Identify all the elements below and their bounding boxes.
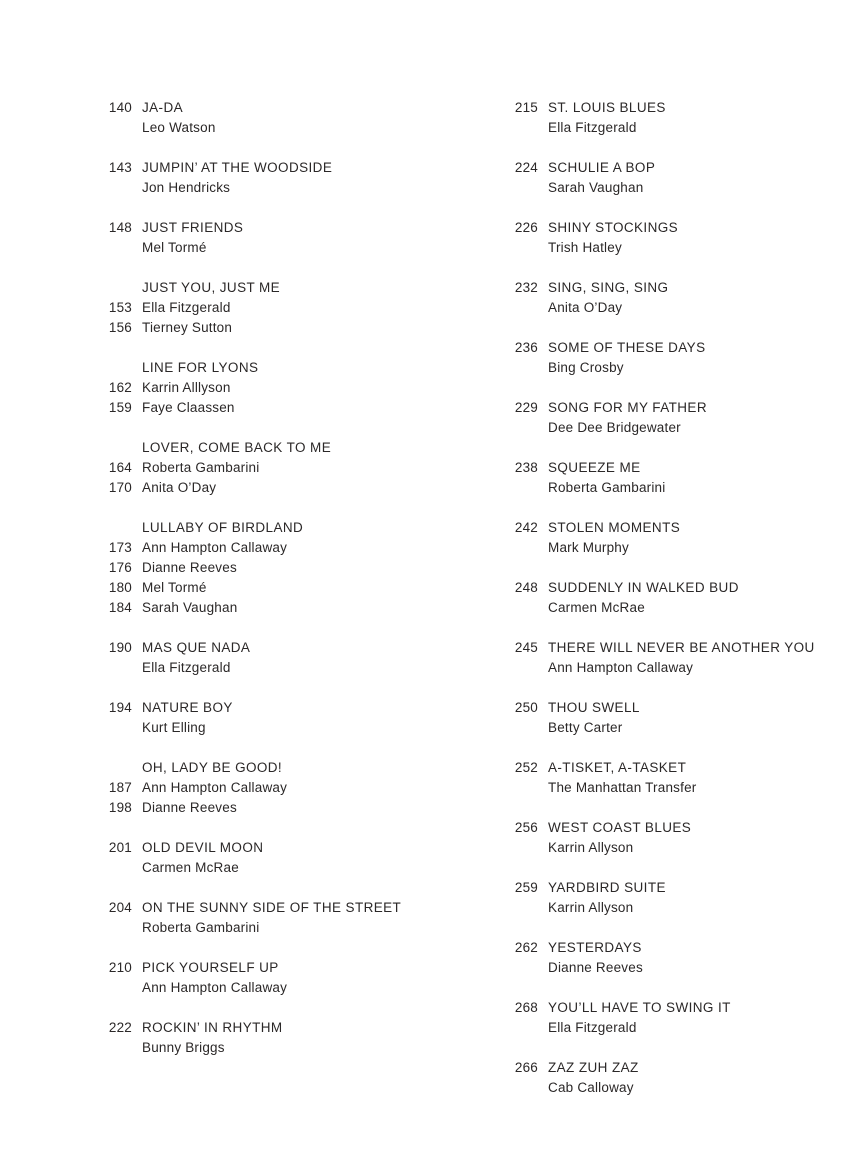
page-number: 242	[514, 520, 538, 535]
page-number: 180	[108, 580, 132, 595]
song-title: SHINY STOCKINGS	[548, 220, 679, 235]
artist-name: Karrin Allyson	[548, 900, 634, 915]
toc-entry-group	[509, 1058, 859, 1098]
artist-name: Anita O’Day	[548, 300, 623, 315]
page-number: 215	[514, 100, 538, 115]
toc-title-line	[103, 278, 463, 298]
artist-name: Mark Murphy	[548, 540, 629, 555]
song-title: JUST YOU, JUST ME	[142, 280, 281, 295]
artist-name: Jon Hendricks	[142, 180, 231, 195]
toc-title-line	[509, 818, 859, 838]
artist-name: The Manhattan Transfer	[548, 780, 697, 795]
toc-artist-line	[103, 978, 463, 998]
toc-entry-group	[103, 98, 463, 138]
artist-name: Dee Dee Bridgewater	[548, 420, 681, 435]
toc-title-line	[509, 878, 859, 898]
artist-name: Karrin Alllyson	[142, 380, 231, 395]
page-number: 148	[108, 220, 132, 235]
page-number: 226	[514, 220, 538, 235]
artist-name: Carmen McRae	[548, 600, 645, 615]
toc-title-line	[509, 338, 859, 358]
toc-title-line	[103, 1018, 463, 1038]
artist-name: Ann Hampton Callaway	[142, 540, 288, 555]
toc-artist-line	[103, 658, 463, 678]
artist-name: Dianne Reeves	[142, 560, 237, 575]
artist-name: Ella Fitzgerald	[548, 1020, 637, 1035]
artist-name: Faye Claassen	[142, 400, 235, 415]
toc-artist-line	[103, 458, 463, 478]
toc-entry-group	[509, 158, 859, 198]
toc-artist-line	[509, 838, 859, 858]
toc-artist-line	[103, 598, 463, 618]
toc-entry-group	[509, 518, 859, 558]
song-title: OLD DEVIL MOON	[142, 840, 264, 855]
toc-artist-line	[509, 658, 859, 678]
toc-entry-group	[103, 958, 463, 998]
toc-entry-group	[103, 438, 463, 498]
page-number: 176	[108, 560, 132, 575]
toc-artist-line	[103, 538, 463, 558]
toc-entry-group	[103, 638, 463, 678]
song-title: ZAZ ZUH ZAZ	[548, 1060, 639, 1075]
page-number: 236	[514, 340, 538, 355]
toc-entry-group	[103, 838, 463, 878]
toc-entry-group	[509, 698, 859, 738]
song-title: SOME OF THESE DAYS	[548, 340, 706, 355]
toc-title-line	[509, 1058, 859, 1078]
page-number: 204	[108, 900, 132, 915]
artist-name: Ann Hampton Callaway	[548, 660, 694, 675]
song-title: JUST FRIENDS	[142, 220, 244, 235]
toc-entry-group	[103, 758, 463, 818]
toc-artist-line	[509, 298, 859, 318]
toc-artist-line	[509, 778, 859, 798]
toc-entry-group	[103, 1018, 463, 1058]
artist-name: Dianne Reeves	[142, 800, 237, 815]
artist-name: Bunny Briggs	[142, 1040, 225, 1055]
song-title: THOU SWELL	[548, 700, 640, 715]
song-title: STOLEN MOMENTS	[548, 520, 681, 535]
song-title: LOVER, COME BACK TO ME	[142, 440, 332, 455]
song-title: ON THE SUNNY SIDE OF THE STREET	[142, 900, 402, 915]
song-title: A-TISKET, A-TASKET	[548, 760, 687, 775]
toc-artist-line	[103, 718, 463, 738]
song-title: SONG FOR MY FATHER	[548, 400, 707, 415]
artist-name: Sarah Vaughan	[548, 180, 644, 195]
toc-title-line	[509, 398, 859, 418]
artist-name: Roberta Gambarini	[142, 460, 260, 475]
toc-title-line	[103, 438, 463, 458]
toc-entry-group	[509, 818, 859, 858]
toc-title-line	[509, 938, 859, 958]
toc-column-left	[103, 98, 463, 1078]
artist-name: Mel Tormé	[142, 240, 207, 255]
song-title: THERE WILL NEVER BE ANOTHER YOU	[548, 640, 815, 655]
page-number: 194	[108, 700, 132, 715]
toc-artist-line	[509, 718, 859, 738]
toc-artist-line	[103, 578, 463, 598]
toc-entry-group	[509, 938, 859, 978]
toc-artist-line	[509, 238, 859, 258]
toc-title-line	[103, 518, 463, 538]
toc-artist-line	[103, 858, 463, 878]
artist-name: Leo Watson	[142, 120, 216, 135]
artist-name: Roberta Gambarini	[548, 480, 666, 495]
toc-artist-line	[509, 1018, 859, 1038]
page-number: 198	[108, 800, 132, 815]
artist-name: Trish Hatley	[548, 240, 622, 255]
toc-title-line	[103, 838, 463, 858]
artist-name: Kurt Elling	[142, 720, 206, 735]
toc-artist-line	[103, 398, 463, 418]
toc-entry-group	[103, 278, 463, 338]
toc-artist-line	[509, 1078, 859, 1098]
page-number: 268	[514, 1000, 538, 1015]
page-number: 201	[108, 840, 132, 855]
toc-entry-group	[103, 898, 463, 938]
toc-artist-line	[103, 378, 463, 398]
page-number: 156	[108, 320, 132, 335]
toc-artist-line	[103, 798, 463, 818]
artist-name: Ann Hampton Callaway	[142, 980, 288, 995]
song-title: SUDDENLY IN WALKED BUD	[548, 580, 739, 595]
song-title: OH, LADY BE GOOD!	[142, 760, 283, 775]
page-number: 170	[108, 480, 132, 495]
page-number: 262	[514, 940, 538, 955]
page-number: 190	[108, 640, 132, 655]
artist-name: Ann Hampton Callaway	[142, 780, 288, 795]
page-number: 252	[514, 760, 538, 775]
page-number: 248	[514, 580, 538, 595]
artist-name: Ella Fitzgerald	[142, 300, 231, 315]
page-number: 184	[108, 600, 132, 615]
toc-entry-group	[509, 218, 859, 258]
toc-entry-group	[509, 878, 859, 918]
page-number: 224	[514, 160, 538, 175]
toc-title-line	[509, 98, 859, 118]
toc-column-right	[509, 98, 859, 1118]
toc-title-line	[103, 758, 463, 778]
toc-title-line	[509, 218, 859, 238]
artist-name: Mel Tormé	[142, 580, 207, 595]
page-number: 159	[108, 400, 132, 415]
toc-title-line	[509, 758, 859, 778]
toc-title-line	[103, 98, 463, 118]
toc-artist-line	[103, 1038, 463, 1058]
song-title: JA-DA	[142, 100, 184, 115]
song-title: YESTERDAYS	[548, 940, 642, 955]
artist-name: Roberta Gambarini	[142, 920, 260, 935]
toc-title-line	[509, 698, 859, 718]
song-title: LINE FOR LYONS	[142, 360, 259, 375]
page-number: 187	[108, 780, 132, 795]
toc-artist-line	[103, 318, 463, 338]
page-number: 164	[108, 460, 132, 475]
toc-entry-group	[103, 518, 463, 618]
toc-title-line	[509, 518, 859, 538]
toc-title-line	[103, 358, 463, 378]
toc-title-line	[103, 158, 463, 178]
toc-entry-group	[103, 218, 463, 258]
toc-entry-group	[509, 638, 859, 678]
toc-entry-group	[103, 158, 463, 198]
toc-title-line	[509, 458, 859, 478]
page-number: 250	[514, 700, 538, 715]
toc-entry-group	[509, 98, 859, 138]
artist-name: Tierney Sutton	[142, 320, 233, 335]
toc-artist-line	[103, 238, 463, 258]
toc-artist-line	[509, 118, 859, 138]
page-number: 238	[514, 460, 538, 475]
toc-artist-line	[103, 558, 463, 578]
toc-title-line	[103, 898, 463, 918]
toc-artist-line	[103, 918, 463, 938]
page-number: 232	[514, 280, 538, 295]
song-title: WEST COAST BLUES	[548, 820, 692, 835]
toc-artist-line	[509, 358, 859, 378]
toc-artist-line	[103, 478, 463, 498]
song-title: JUMPIN’ AT THE WOODSIDE	[142, 160, 333, 175]
song-title: ST. LOUIS BLUES	[548, 100, 666, 115]
toc-title-line	[103, 638, 463, 658]
toc-artist-line	[509, 898, 859, 918]
toc-title-line	[509, 638, 859, 658]
page-number: 256	[514, 820, 538, 835]
page-number: 229	[514, 400, 538, 415]
artist-name: Anita O’Day	[142, 480, 217, 495]
song-title: NATURE BOY	[142, 700, 233, 715]
artist-name: Dianne Reeves	[548, 960, 643, 975]
page-number: 153	[108, 300, 132, 315]
artist-name: Betty Carter	[548, 720, 623, 735]
page-number: 259	[514, 880, 538, 895]
toc-title-line	[103, 698, 463, 718]
artist-name: Sarah Vaughan	[142, 600, 238, 615]
toc-artist-line	[103, 298, 463, 318]
toc-artist-line	[103, 178, 463, 198]
page-number: 245	[514, 640, 538, 655]
toc-artist-line	[509, 478, 859, 498]
page-number: 210	[108, 960, 132, 975]
artist-name: Ella Fitzgerald	[548, 120, 637, 135]
page-number: 143	[108, 160, 132, 175]
toc-title-line	[509, 998, 859, 1018]
toc-artist-line	[509, 418, 859, 438]
toc-title-line	[103, 958, 463, 978]
toc-artist-line	[509, 538, 859, 558]
toc-entry-group	[509, 338, 859, 378]
toc-title-line	[509, 578, 859, 598]
page-number: 162	[108, 380, 132, 395]
toc-artist-line	[509, 598, 859, 618]
page-number: 266	[514, 1060, 538, 1075]
toc-title-line	[509, 158, 859, 178]
toc-entry-group	[509, 578, 859, 618]
toc-title-line	[509, 278, 859, 298]
artist-name: Carmen McRae	[142, 860, 239, 875]
song-title: SCHULIE A BOP	[548, 160, 656, 175]
toc-artist-line	[509, 178, 859, 198]
toc-entry-group	[509, 998, 859, 1038]
artist-name: Cab Calloway	[548, 1080, 634, 1095]
toc-artist-line	[103, 118, 463, 138]
song-title: YARDBIRD SUITE	[548, 880, 666, 895]
song-title: LULLABY OF BIRDLAND	[142, 520, 304, 535]
page-number: 222	[108, 1020, 132, 1035]
toc-artist-line	[103, 778, 463, 798]
toc-artist-line	[509, 958, 859, 978]
song-title: MAS QUE NADA	[142, 640, 251, 655]
artist-name: Ella Fitzgerald	[142, 660, 231, 675]
toc-title-line	[103, 218, 463, 238]
toc-entry-group	[509, 758, 859, 798]
page-number: 173	[108, 540, 132, 555]
toc-entry-group	[509, 458, 859, 498]
artist-name: Karrin Allyson	[548, 840, 634, 855]
song-title: SQUEEZE ME	[548, 460, 641, 475]
song-title: SING, SING, SING	[548, 280, 669, 295]
artist-name: Bing Crosby	[548, 360, 624, 375]
song-title: PICK YOURSELF UP	[142, 960, 279, 975]
toc-entry-group	[103, 358, 463, 418]
song-title: ROCKIN’ IN RHYTHM	[142, 1020, 283, 1035]
toc-entry-group	[509, 278, 859, 318]
toc-entry-group	[509, 398, 859, 438]
toc-entry-group	[103, 698, 463, 738]
song-title: YOU’LL HAVE TO SWING IT	[548, 1000, 731, 1015]
page-number: 140	[108, 100, 132, 115]
